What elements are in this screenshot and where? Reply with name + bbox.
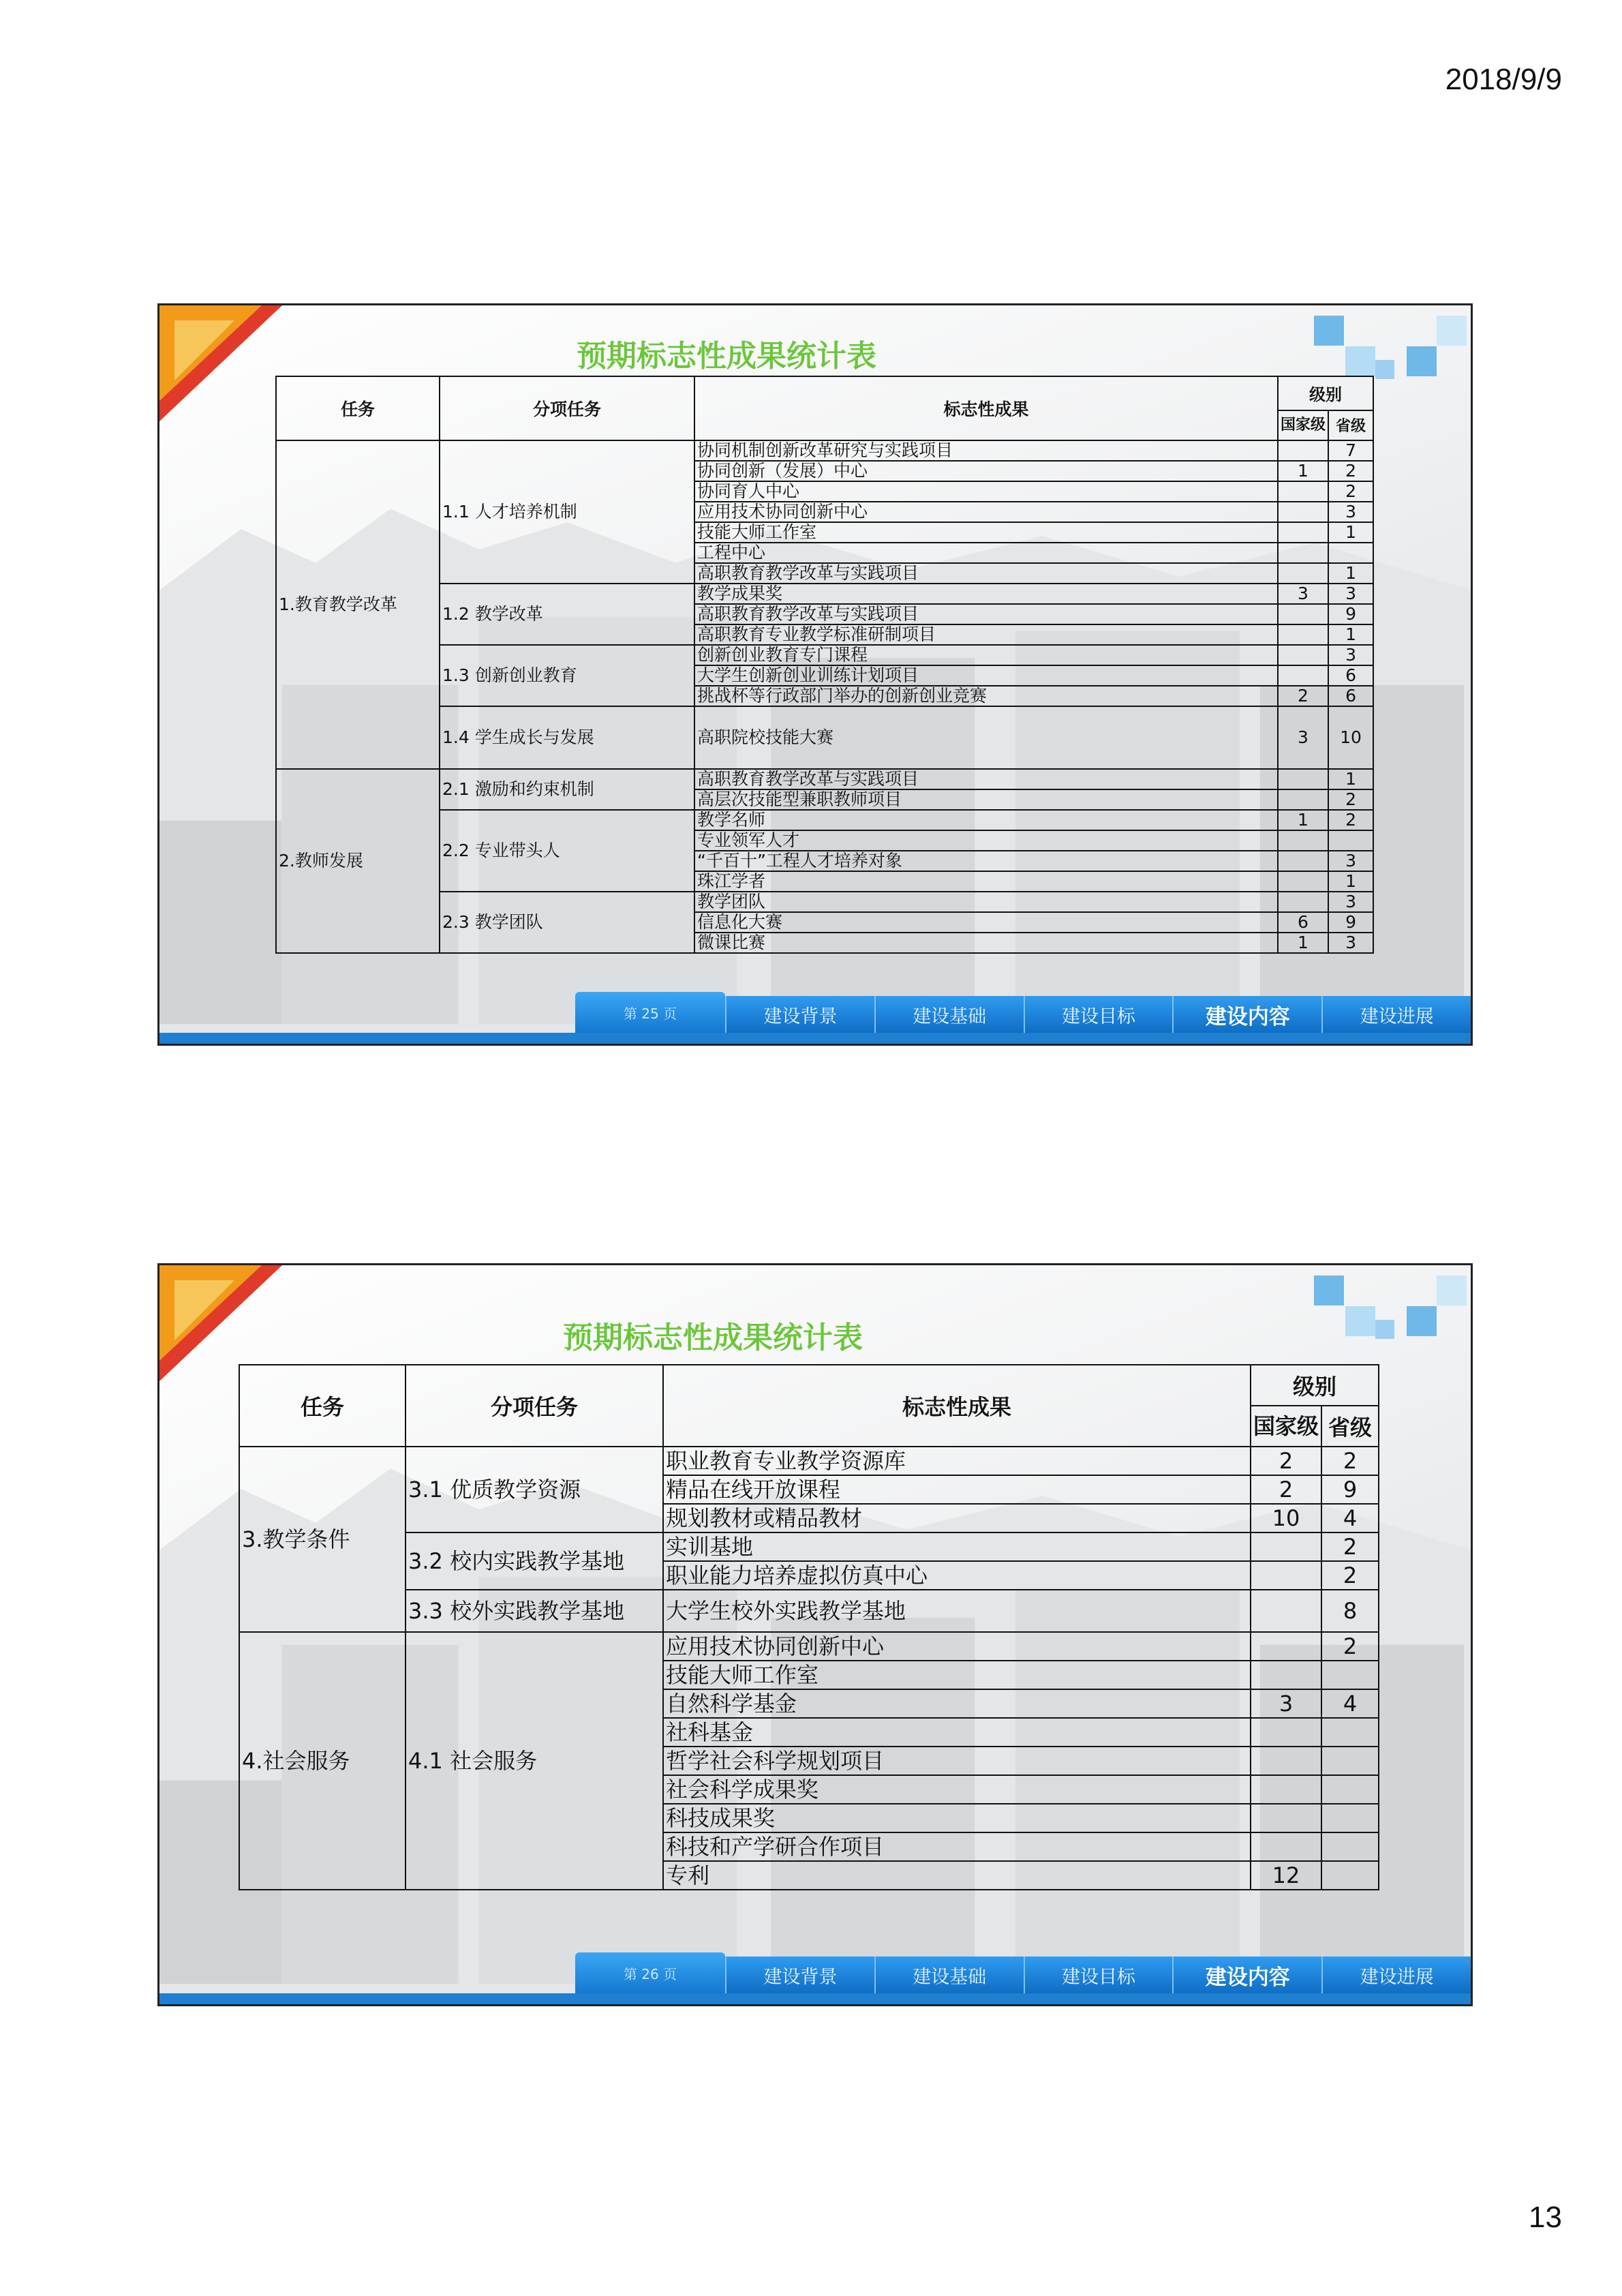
col-header-provincial: 省级 <box>1328 410 1373 440</box>
result-cell: 高职教育教学改革与实践项目 <box>694 563 1278 584</box>
result-cell: 信息化大赛 <box>694 912 1278 933</box>
table-row <box>239 1590 1379 1632</box>
provincial-cell: 6 <box>1328 686 1373 706</box>
provincial-cell: 2 <box>1328 789 1373 810</box>
subtask-cell: 4.1 社会服务 <box>406 1632 663 1890</box>
col-header-result: 标志性成果 <box>663 1365 1251 1447</box>
nav-bottom-strip <box>159 1993 1471 2004</box>
result-cell: 协同机制创新改革研究与实践项目 <box>694 440 1278 461</box>
provincial-cell: 1 <box>1328 522 1373 543</box>
national-cell <box>1278 522 1328 543</box>
provincial-cell: 1 <box>1328 624 1373 645</box>
national-cell: 1 <box>1278 810 1328 830</box>
subtask-cell: 3.2 校内实践教学基地 <box>406 1532 663 1590</box>
result-cell: 协同育人中心 <box>694 481 1278 502</box>
national-cell <box>1278 624 1328 645</box>
provincial-cell: 7 <box>1328 440 1373 461</box>
national-cell: 3 <box>1278 706 1328 769</box>
tab-progress[interactable]: 建设进展 <box>1321 1957 1471 1993</box>
provincial-cell: 8 <box>1321 1590 1379 1632</box>
provincial-cell: 6 <box>1328 665 1373 686</box>
col-header-task: 任务 <box>239 1365 406 1447</box>
national-cell <box>1251 1561 1321 1590</box>
nav-tabs <box>575 996 1471 1033</box>
subtask-cell: 2.3 教学团队 <box>440 892 694 953</box>
national-cell <box>1278 440 1328 461</box>
provincial-cell: 9 <box>1328 912 1373 933</box>
task-cell: 3.教学条件 <box>239 1447 406 1632</box>
table-row <box>276 706 1373 769</box>
subtask-cell: 1.1 人才培养机制 <box>440 440 694 584</box>
col-header-subtask: 分项任务 <box>440 376 694 440</box>
subtask-cell: 3.1 优质教学资源 <box>406 1447 663 1532</box>
result-cell: 高职教育教学改革与实践项目 <box>694 769 1278 789</box>
result-cell: 精品在线开放课程 <box>663 1475 1251 1504</box>
national-cell: 3 <box>1278 584 1328 604</box>
provincial-cell: 4 <box>1321 1504 1379 1532</box>
col-header-national: 国家级 <box>1251 1406 1321 1447</box>
result-cell: 挑战杯等行政部门举办的创新创业竞赛 <box>694 686 1278 706</box>
provincial-cell: 3 <box>1328 584 1373 604</box>
result-cell: 哲学社会科学规划项目 <box>663 1747 1251 1775</box>
provincial-cell <box>1321 1718 1379 1747</box>
provincial-cell: 2 <box>1328 810 1373 830</box>
page-label: 第 26 页 <box>575 1952 725 1993</box>
slide-title: 预期标志性成果统计表 <box>577 339 876 374</box>
national-cell <box>1251 1590 1321 1632</box>
result-cell: 社会科学成果奖 <box>663 1775 1251 1804</box>
task-cell: 4.社会服务 <box>239 1632 406 1890</box>
national-cell <box>1278 563 1328 584</box>
tab-content[interactable]: 建设内容 <box>1172 996 1321 1033</box>
result-cell: 教学成果奖 <box>694 584 1278 604</box>
result-cell: 大学生校外实践教学基地 <box>663 1590 1251 1632</box>
table-header-row <box>276 376 1373 410</box>
tab-goals[interactable]: 建设目标 <box>1024 996 1173 1033</box>
provincial-cell: 2 <box>1321 1447 1379 1475</box>
national-cell <box>1251 1661 1321 1689</box>
nav-bottom-strip <box>159 1033 1471 1044</box>
subtask-cell: 3.3 校外实践教学基地 <box>406 1590 663 1632</box>
national-cell <box>1278 481 1328 502</box>
result-cell: 教学团队 <box>694 892 1278 912</box>
table-row <box>276 892 1373 912</box>
provincial-cell: 1 <box>1328 871 1373 892</box>
provincial-cell: 3 <box>1328 502 1373 522</box>
national-cell <box>1278 892 1328 912</box>
col-header-task: 任务 <box>276 376 440 440</box>
provincial-cell: 3 <box>1328 645 1373 665</box>
subtask-cell: 2.2 专业带头人 <box>440 810 694 892</box>
achievement-table <box>239 1364 1379 1890</box>
col-header-provincial: 省级 <box>1321 1406 1379 1447</box>
national-cell: 2 <box>1251 1475 1321 1504</box>
provincial-cell: 3 <box>1328 892 1373 912</box>
table-row <box>276 810 1373 830</box>
result-cell: 社科基金 <box>663 1718 1251 1747</box>
slide-26 <box>157 1263 1473 2006</box>
table-row <box>276 645 1373 665</box>
national-cell: 12 <box>1251 1861 1321 1890</box>
national-cell: 3 <box>1251 1689 1321 1718</box>
table-row <box>239 1532 1379 1561</box>
result-cell: 应用技术协同创新中心 <box>694 502 1278 522</box>
national-cell <box>1251 1804 1321 1832</box>
result-cell: 珠江学者 <box>694 871 1278 892</box>
provincial-cell <box>1328 543 1373 563</box>
subtask-cell: 1.4 学生成长与发展 <box>440 706 694 769</box>
tab-background[interactable]: 建设背景 <box>725 1957 874 1993</box>
national-cell <box>1278 769 1328 789</box>
national-cell <box>1278 604 1328 624</box>
result-cell: 科技和产学研合作项目 <box>663 1832 1251 1861</box>
provincial-cell: 4 <box>1321 1689 1379 1718</box>
result-cell: 高层次技能型兼职教师项目 <box>694 789 1278 810</box>
col-header-level: 级别 <box>1251 1365 1379 1406</box>
national-cell <box>1278 543 1328 563</box>
result-cell: “千百十”工程人才培养对象 <box>694 851 1278 871</box>
result-cell: 实训基地 <box>663 1532 1251 1561</box>
result-cell: 高职教育专业教学标准研制项目 <box>694 624 1278 645</box>
provincial-cell: 2 <box>1321 1561 1379 1590</box>
slide-nav-bar <box>159 996 1471 1044</box>
provincial-cell: 3 <box>1328 933 1373 953</box>
provincial-cell: 9 <box>1328 604 1373 624</box>
result-cell: 大学生创新创业训练计划项目 <box>694 665 1278 686</box>
national-cell: 2 <box>1278 686 1328 706</box>
national-cell <box>1278 665 1328 686</box>
national-cell <box>1251 1532 1321 1561</box>
achievement-table <box>275 376 1374 954</box>
provincial-cell: 10 <box>1328 706 1373 769</box>
col-header-level: 级别 <box>1278 376 1373 410</box>
national-cell <box>1278 502 1328 522</box>
page-number: 13 <box>1529 2201 1562 2234</box>
provincial-cell: 1 <box>1328 769 1373 789</box>
tab-goals[interactable]: 建设目标 <box>1024 1957 1173 1993</box>
table-row <box>276 769 1373 789</box>
provincial-cell: 3 <box>1328 851 1373 871</box>
table-header-row <box>239 1365 1379 1406</box>
national-cell <box>1251 1775 1321 1804</box>
result-cell: 高职教育教学改革与实践项目 <box>694 604 1278 624</box>
table-row <box>239 1632 1379 1661</box>
result-cell: 协同创新（发展）中心 <box>694 461 1278 481</box>
task-cell: 1.教育教学改革 <box>276 440 440 769</box>
subtask-cell: 1.2 教学改革 <box>440 584 694 645</box>
national-cell <box>1251 1832 1321 1861</box>
national-cell <box>1251 1747 1321 1775</box>
result-cell: 高职院校技能大赛 <box>694 706 1278 769</box>
table-row <box>276 440 1373 461</box>
result-cell: 工程中心 <box>694 543 1278 563</box>
col-header-subtask: 分项任务 <box>406 1365 663 1447</box>
result-cell: 技能大师工作室 <box>663 1661 1251 1689</box>
result-cell: 科技成果奖 <box>663 1804 1251 1832</box>
national-cell: 10 <box>1251 1504 1321 1532</box>
tab-foundation[interactable]: 建设基础 <box>874 996 1024 1033</box>
provincial-cell <box>1321 1861 1379 1890</box>
task-cell: 2.教师发展 <box>276 769 440 953</box>
result-cell: 微课比赛 <box>694 933 1278 953</box>
provincial-cell <box>1321 1804 1379 1832</box>
national-cell <box>1278 789 1328 810</box>
provincial-cell: 2 <box>1328 481 1373 502</box>
tab-progress[interactable]: 建设进展 <box>1321 996 1471 1033</box>
subtask-cell: 2.1 激励和约束机制 <box>440 769 694 810</box>
result-cell: 职业教育专业教学资源库 <box>663 1447 1251 1475</box>
national-cell <box>1278 871 1328 892</box>
col-header-result: 标志性成果 <box>694 376 1278 440</box>
national-cell <box>1278 851 1328 871</box>
provincial-cell <box>1321 1775 1379 1804</box>
tab-background[interactable]: 建设背景 <box>725 996 874 1033</box>
provincial-cell: 2 <box>1321 1532 1379 1561</box>
national-cell <box>1251 1718 1321 1747</box>
national-cell: 6 <box>1278 912 1328 933</box>
provincial-cell: 1 <box>1328 563 1373 584</box>
provincial-cell: 2 <box>1321 1632 1379 1661</box>
result-cell: 专利 <box>663 1861 1251 1890</box>
table-row <box>239 1447 1379 1475</box>
tab-foundation[interactable]: 建设基础 <box>874 1957 1024 1993</box>
provincial-cell <box>1321 1661 1379 1689</box>
national-cell: 1 <box>1278 461 1328 481</box>
result-cell: 职业能力培养虚拟仿真中心 <box>663 1561 1251 1590</box>
national-cell: 2 <box>1251 1447 1321 1475</box>
nav-tabs <box>575 1957 1471 1993</box>
table-row <box>276 584 1373 604</box>
result-cell: 应用技术协同创新中心 <box>663 1632 1251 1661</box>
result-cell: 教学名师 <box>694 810 1278 830</box>
provincial-cell: 9 <box>1321 1475 1379 1504</box>
national-cell <box>1251 1632 1321 1661</box>
page-label: 第 25 页 <box>575 992 725 1033</box>
provincial-cell: 2 <box>1328 461 1373 481</box>
result-cell: 技能大师工作室 <box>694 522 1278 543</box>
provincial-cell <box>1328 830 1373 851</box>
slide-25 <box>157 303 1473 1046</box>
national-cell: 1 <box>1278 933 1328 953</box>
result-cell: 规划教材或精品教材 <box>663 1504 1251 1532</box>
provincial-cell <box>1321 1747 1379 1775</box>
subtask-cell: 1.3 创新创业教育 <box>440 645 694 706</box>
slide-nav-bar <box>159 1957 1471 2004</box>
result-cell: 自然科学基金 <box>663 1689 1251 1718</box>
national-cell <box>1278 830 1328 851</box>
tab-content[interactable]: 建设内容 <box>1172 1957 1321 1993</box>
page-date: 2018/9/9 <box>1445 63 1562 96</box>
provincial-cell <box>1321 1832 1379 1861</box>
slide-title: 预期标志性成果统计表 <box>563 1320 863 1355</box>
col-header-national: 国家级 <box>1278 410 1328 440</box>
result-cell: 创新创业教育专门课程 <box>694 645 1278 665</box>
result-cell: 专业领军人才 <box>694 830 1278 851</box>
national-cell <box>1278 645 1328 665</box>
